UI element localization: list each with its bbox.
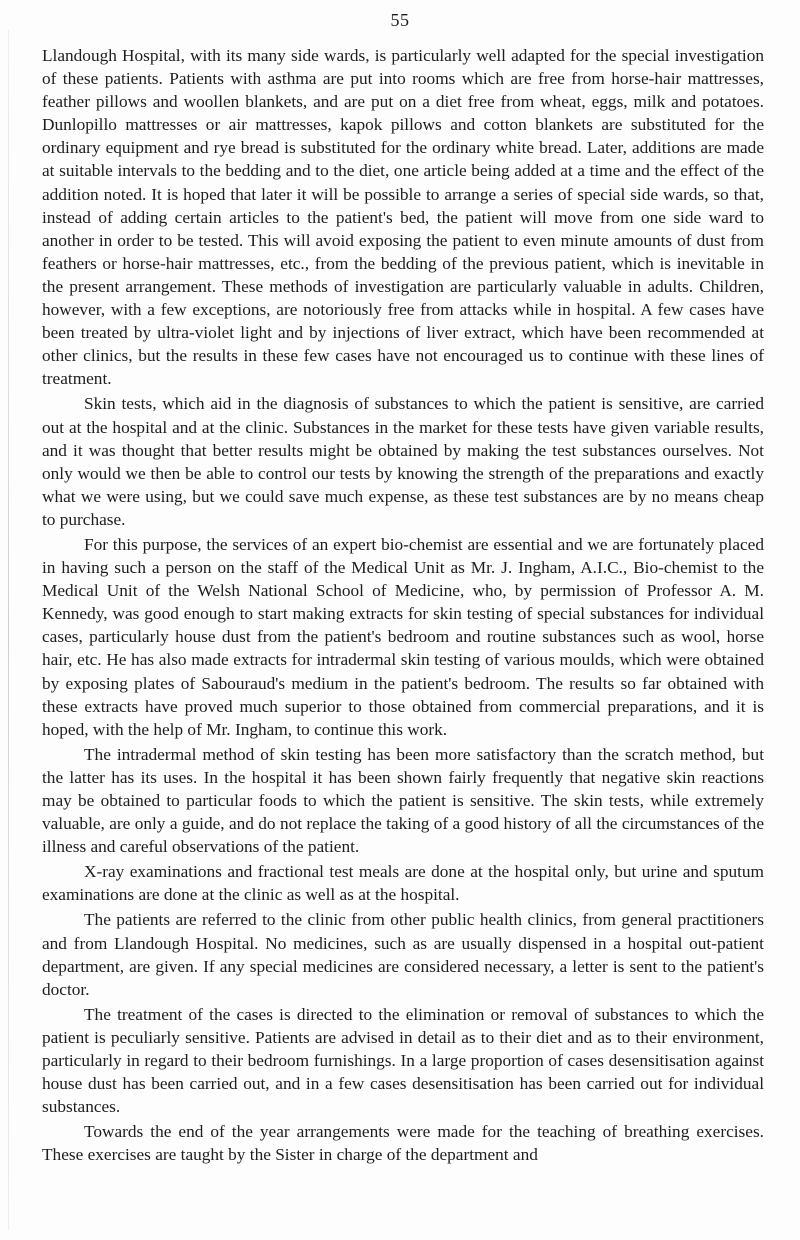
binding-edge [8,30,9,1230]
page-number: 55 [390,10,410,30]
paragraph-llandough-hospital: Llandough Hospital, with its many side wards, is particularly well adapted for the special investigation of these patients. Patients with asthma are put into rooms which are free from horse-hair mattresses, feather pillows and woollen blankets, and are put on a diet free from wheat, eggs, milk and potatoes. Dunlopillo mattresses or air mattresses, kapok pillows and cotton blankets are substituted for the ordinary equipment and rye bread is substituted for the ordinary white bread. Later, additions are made at suitable intervals to the bedding and to the diet, one article being added at a time and the effect of the addition noted. It is hoped that later it will be possible to arrange a series of special side wards, so that, instead of adding certain articles to the patient's bed, the patient will move from one side ward to another in order to be tested. This will avoid exposing the patient to even minute amounts of dust from feathers or horse-hair mattresses, etc., from the bedding of the previous patient, which is inevitable in the present arrangement. These methods of investigation are particularly valuable in adults. Children, however, with a few exceptions, are notoriously free from attacks while in hospital. A few cases have been treated by ultra-violet light and by injections of liver extract, which have been recommended at other clinics, but the results in these few cases have not encouraged us to continue with these lines of treatment. [42,46,764,389]
paragraph-x-ray-examinations: X-ray examinations and fractional test meals are done at the hospital only, but urine and sputum examinations are done at the clinic as well as at the hospital. [42,862,764,905]
paragraph-breathing-exercises: Towards the end of the year arrangements were made for the teaching of breathing exercises. These exercises are taught by the Sister in charge of the department and [42,1122,764,1165]
body-text [42,44,764,1169]
paragraph-referrals: The patients are referred to the clinic from other public health clinics, from general practitioners and from Llandough Hospital. No medicines, such as are usually dispensed in a hospital out-patient department, are given. If any special medicines are considered necessary, a letter is sent to the patient's doctor. [42,910,764,999]
paragraph-intradermal-method: The intradermal method of skin testing has been more satisfactory than the scratch method, but the latter has its uses. In the hospital it has been shown fairly frequently that negative skin reactions may be obtained to particular foods to which the patient is sensitive. The skin tests, while extremely valuable, are only a guide, and do not replace the taking of a good history of all the circumstances of the illness and careful observations of the patient. [42,744,764,857]
paragraph-treatment: The treatment of the cases is directed to the elimination or removal of substances to which the patient is peculiarly sensitive. Patients are advised in detail as to their diet and as to their environment, particularly in regard to their bedroom furnishings. In a large proportion of cases desensitisation against house dust has been carried out, and in a few cases desensitisation has been carried out for individual substances. [42,1004,764,1117]
paragraph-skin-tests: Skin tests, which aid in the diagnosis of substances to which the patient is sensitive, are carried out at the hospital and at the clinic. Substances in the market for these tests have given variable results, and it was thought that better results might be obtained by making the test substances ourselves. Not only would we then be able to control our tests by knowing the strength of the preparations and exactly what we were using, but we could save much expense, as these test substances are by no means cheap to purchase. [42,394,764,529]
paragraph-bio-chemist: For this purpose, the services of an expert bio-chemist are essential and we are fortunately placed in having such a person on the staff of the Medical Unit as Mr. J. Ingham, A.I.C., Bio-chemist to the Medical Unit of the Welsh National School of Medicine, who, by permission of Professor A. M. Kennedy, was good enough to start making extracts for skin testing of special substances for individual cases, particularly house dust from the patient's bedroom and routine substances such as wool, horse hair, etc. He has also made extracts for intradermal skin testing of various moulds, which were obtained by exposing plates of Sabouraud's medium in the patient's bedroom. The results so far obtained with these extracts have proved much superior to those obtained from commercial preparations, and it is hoped, with the help of Mr. Ingham, to continue this work. [42,534,764,739]
